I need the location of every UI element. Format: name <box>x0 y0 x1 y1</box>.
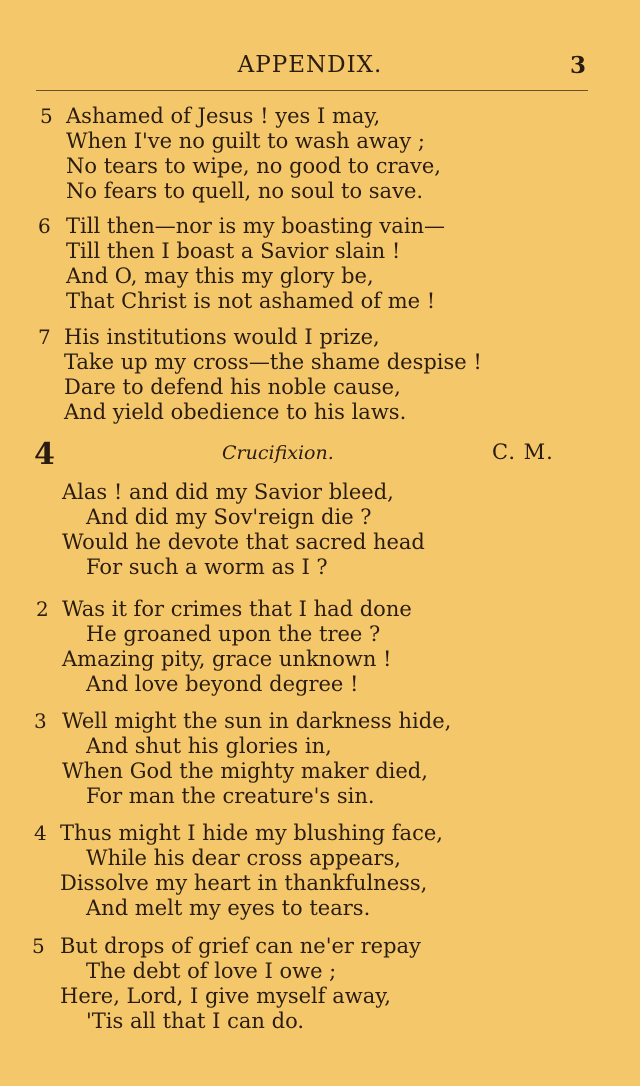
verse-line: Till then—nor is my boasting vain— <box>66 214 446 238</box>
verse-line: And O, may this my glory be, <box>66 264 374 288</box>
verse-line: Would he devote that sacred head <box>62 530 425 554</box>
verse-line: Till then I boast a Savior slain ! <box>66 239 401 263</box>
verse-line: He groaned upon the tree ? <box>86 622 381 646</box>
verse-line: No tears to wipe, no good to crave, <box>66 154 441 178</box>
verse-line: 'Tis all that I can do. <box>86 1009 305 1033</box>
verse-line: When God the mighty maker died, <box>62 759 428 783</box>
verse-number: 4 <box>34 821 47 845</box>
verse-line: When I've no guilt to wash away ; <box>66 129 425 153</box>
verse-line: And love beyond degree ! <box>86 672 359 696</box>
verse-line: The debt of love I owe ; <box>86 959 337 983</box>
verse-number: 5 <box>32 934 45 958</box>
verse-line: Amazing pity, grace unknown ! <box>62 647 392 671</box>
running-header: APPENDIX. <box>237 52 383 78</box>
header-rule <box>36 90 588 91</box>
verse-line: And yield obedience to his laws. <box>64 400 407 424</box>
verse-line: Take up my cross—the shame despise ! <box>64 350 482 374</box>
hymn-meter: C. M. <box>492 440 554 464</box>
verse-line: And did my Sov'reign die ? <box>86 505 372 529</box>
verse-line: No fears to quell, no soul to save. <box>66 179 424 203</box>
verse-line: Well might the sun in darkness hide, <box>62 709 452 733</box>
verse-line: Was it for crimes that I had done <box>62 597 412 621</box>
hymn-title: Crucifixion. <box>222 442 334 464</box>
verse-line: That Christ is not ashamed of me ! <box>66 289 436 313</box>
verse-line: For man the creature's sin. <box>86 784 375 808</box>
verse-number: 2 <box>36 597 49 621</box>
verse-line: And melt my eyes to tears. <box>86 896 371 920</box>
page-number: 3 <box>570 52 587 79</box>
verse-line: Dare to defend his noble cause, <box>64 375 401 399</box>
verse-line: Ashamed of Jesus ! yes I may, <box>66 104 381 128</box>
verse-number: 5 <box>40 104 53 128</box>
verse-line: Here, Lord, I give myself away, <box>60 984 391 1008</box>
verse-line: And shut his glories in, <box>86 734 332 758</box>
verse-line: Dissolve my heart in thankfulness, <box>60 871 428 895</box>
hymn-number: 4 <box>34 437 55 472</box>
verse-line: His institutions would I prize, <box>64 325 380 349</box>
verse-line: While his dear cross appears, <box>86 846 401 870</box>
verse-number: 6 <box>38 214 51 238</box>
verse-line: Alas ! and did my Savior bleed, <box>62 480 394 504</box>
verse-line: For such a worm as I ? <box>86 555 328 579</box>
verse-number: 3 <box>34 709 47 733</box>
verse-line: But drops of grief can ne'er repay <box>60 934 421 958</box>
verse-line: Thus might I hide my blushing face, <box>60 821 443 845</box>
verse-number: 7 <box>38 325 51 349</box>
